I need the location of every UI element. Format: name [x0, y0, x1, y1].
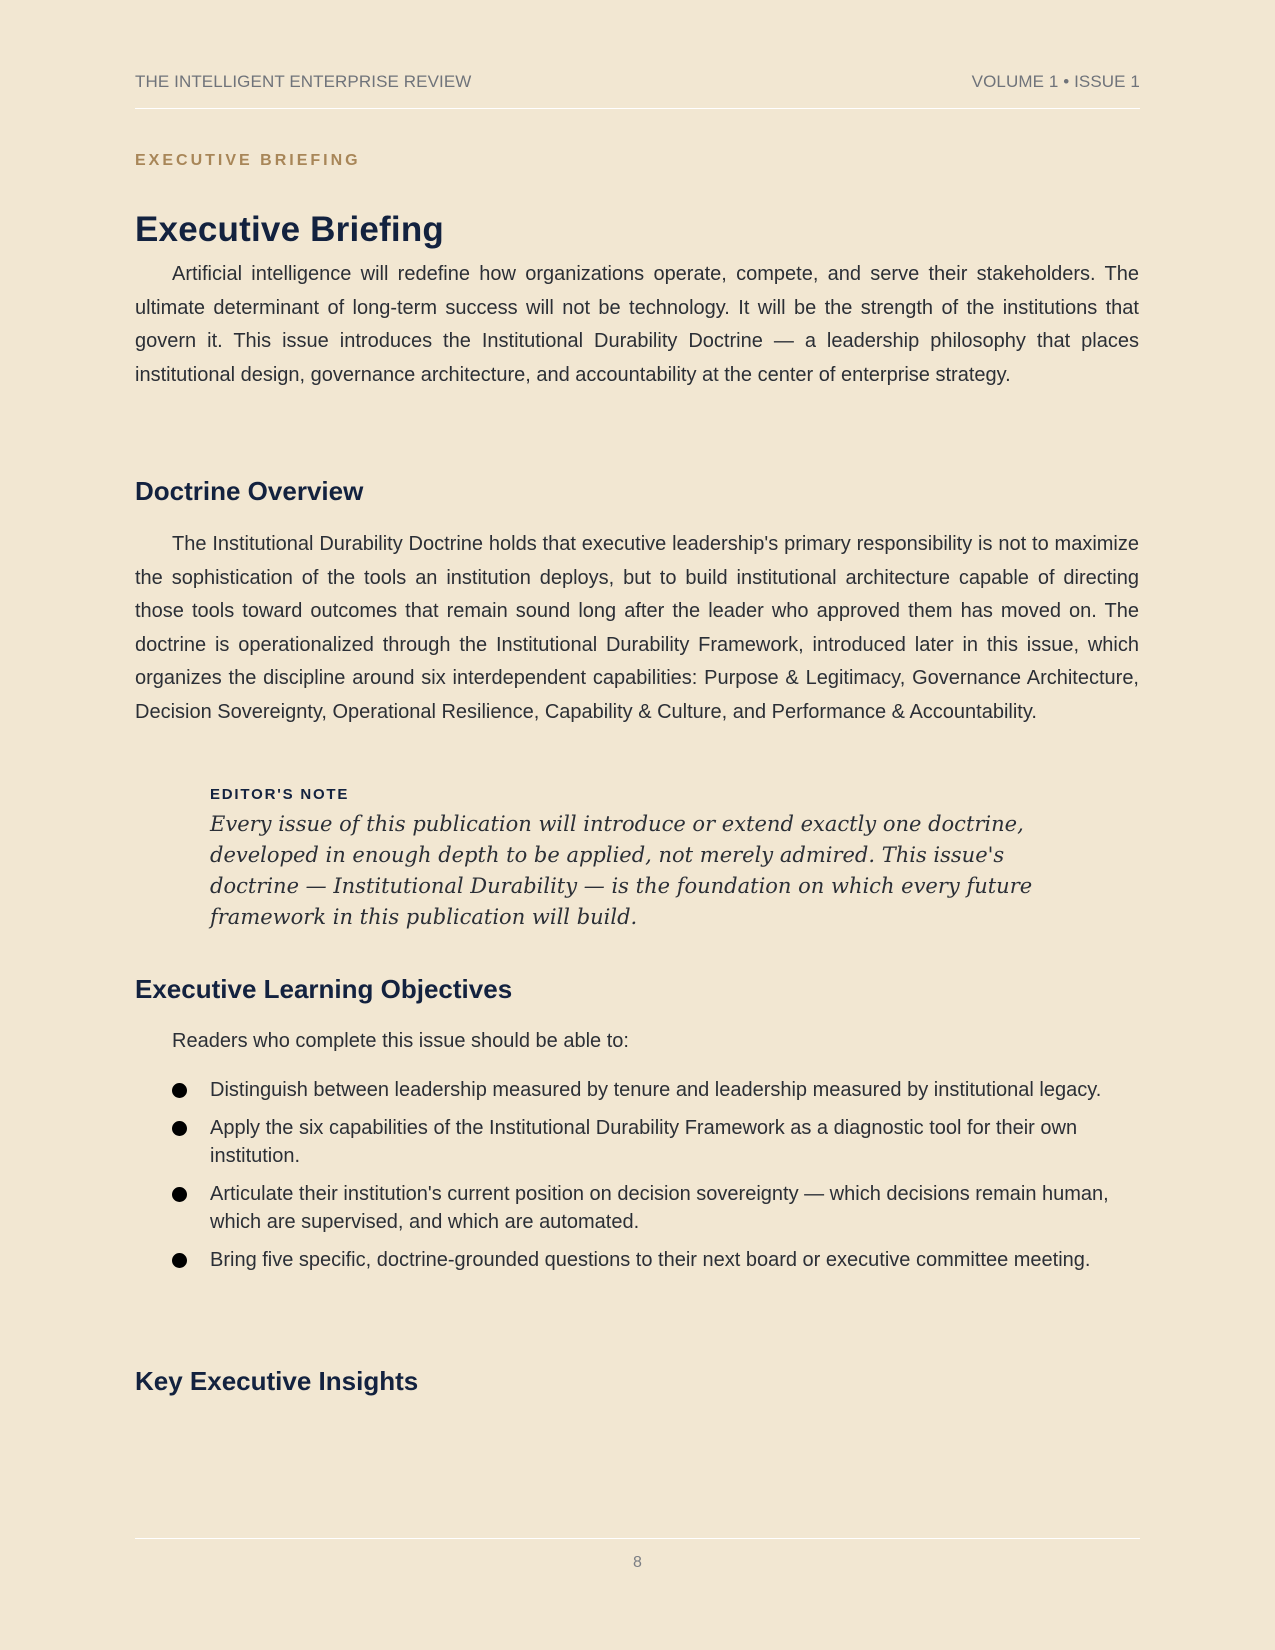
editors-note-label: EDITOR'S NOTE	[210, 786, 350, 803]
bullet-icon	[172, 1083, 187, 1098]
intro-paragraph: Artificial intelligence will redefine how organizations operate, compete, and serve their stakeholders. The ultimate determinant of long-term success will not be technology. It will be the strength of the institutions that govern it. This issue introduces the Institutional Durability Doctrine — a leadership philosophy that places institutional design, governance architecture, and accountability at the center of enterprise strategy.	[135, 263, 1139, 386]
page-number: 8	[633, 1554, 642, 1571]
publication-name: THE INTELLIGENT ENTERPRISE REVIEW	[135, 72, 472, 91]
section-eyebrow: EXECUTIVE BRIEFING	[135, 152, 361, 169]
editors-note	[210, 786, 1080, 933]
key-insights-heading: Key Executive Insights	[135, 1366, 419, 1396]
list-item	[172, 1180, 1140, 1236]
objective-text: Bring five specific, doctrine-grounded questions to their next board or executive committee meeting.	[210, 1249, 1091, 1271]
bullet-icon	[172, 1253, 187, 1268]
footer-divider	[135, 1538, 1140, 1539]
learning-objectives-lead-in: Readers who complete this issue should be able to:	[172, 1030, 629, 1052]
running-header	[135, 72, 1140, 109]
issue-label: VOLUME 1 • ISSUE 1	[971, 72, 1140, 91]
learning-objectives-list	[172, 1076, 1140, 1284]
list-item	[172, 1114, 1140, 1170]
page	[135, 0, 1140, 1650]
list-item	[172, 1076, 1140, 1104]
list-item	[172, 1246, 1140, 1274]
bullet-icon	[172, 1121, 187, 1136]
objective-text: Apply the six capabilities of the Institutional Durability Framework as a diagnostic tool for their own institution.	[210, 1117, 1078, 1167]
learning-objectives-heading: Executive Learning Objectives	[135, 974, 513, 1004]
editors-note-text: Every issue of this publication will introduce or extend exactly one doctrine, developed in enough depth to be applied, not merely admired. This issue's doctrine — Institutional Durability — is the foundation on which every future framework in this publication will build.	[210, 812, 1033, 929]
bullet-icon	[172, 1187, 187, 1202]
page-title: Executive Briefing	[135, 210, 444, 249]
doctrine-overview-paragraph: The Institutional Durability Doctrine holds that executive leadership's primary responsibility is not to maximize the sophistication of the tools an institution deploys, but to build institutional architecture capable of directing those tools toward outcomes that remain sound long after the leader who approved them has moved on. The doctrine is operationalized through the Institutional Durability Framework, introduced later in this issue, which organizes the discipline around six interdependent capabilities: Purpose & Legitimacy, Governance Architecture, Decision Sovereignty, Operational Resilience, Capability & Culture, and Performance & Accountability.	[135, 533, 1139, 723]
doctrine-overview-heading: Doctrine Overview	[135, 476, 364, 506]
objective-text: Distinguish between leadership measured by tenure and leadership measured by institutional legacy.	[210, 1079, 1102, 1101]
objective-text: Articulate their institution's current position on decision sovereignty — which decisions remain human, which are supervised, and which are automated.	[210, 1183, 1109, 1233]
